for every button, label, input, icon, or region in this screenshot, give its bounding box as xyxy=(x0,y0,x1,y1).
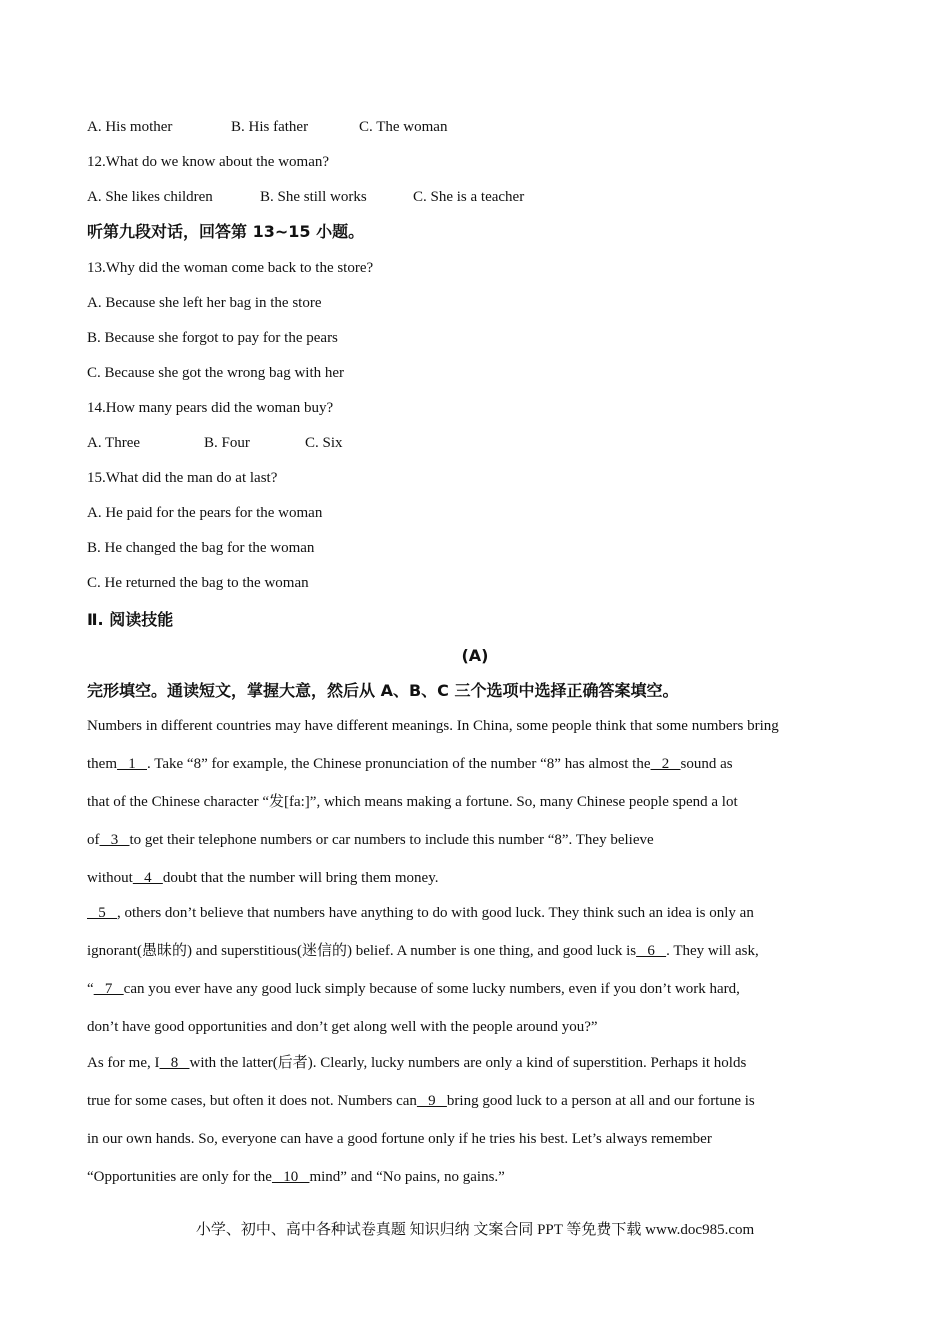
q12-question: 12.What do we know about the woman? xyxy=(87,154,330,170)
passage-line: “Opportunities are only for the 10 mind” and “No pains, no gains.” xyxy=(87,1169,505,1185)
q13-option-b: B. Because she forgot to pay for the pears xyxy=(87,330,338,346)
blank-9: 9 xyxy=(416,1093,447,1109)
q12-option-c: C. She is a teacher xyxy=(413,189,525,205)
blank-5: 5 xyxy=(87,905,117,921)
q14-option-c: C. Six xyxy=(305,435,343,451)
blank-7: 7 xyxy=(93,981,124,997)
passage-line: in our own hands. So, everyone can have a good fortune only if he tries his best. Let’s always remember xyxy=(87,1131,712,1147)
blank-3: 3 xyxy=(99,832,130,848)
passage-line: As for me, I 8 with the latter(后者). Clearly, lucky numbers are only a kind of superstition. Perhaps it holds xyxy=(87,1055,747,1071)
q13-option-a: A. Because she left her bag in the store xyxy=(87,295,322,311)
passage-line: them 1 . Take “8” for example, the Chinese pronunciation of the number “8” has almost the 2 sound as xyxy=(87,756,733,772)
blank-4: 4 xyxy=(132,870,163,886)
q11-option-a: A. His mother xyxy=(87,119,173,135)
blank-1: 1 xyxy=(117,756,147,772)
blank-6: 6 xyxy=(636,943,667,959)
passage-line: without 4 doubt that the number will bring them money. xyxy=(87,870,439,886)
q15-option-c: C. He returned the bag to the woman xyxy=(87,575,309,591)
q14-option-a: A. Three xyxy=(87,435,141,451)
passage-line: that of the Chinese character “发[fa:]”, which means making a fortune. So, many Chinese people spend a lot xyxy=(87,794,738,810)
blank-8: 8 xyxy=(159,1055,190,1071)
passage-line: don’t have good opportunities and don’t get along well with the people around you?” xyxy=(87,1019,598,1035)
part2-heading: Ⅱ. 阅读技能 xyxy=(87,610,174,629)
blank-2: 2 xyxy=(650,756,681,772)
q12-option-a: A. She likes children xyxy=(87,189,213,205)
q12-option-b: B. She still works xyxy=(260,189,367,205)
q14-question: 14.How many pears did the woman buy? xyxy=(87,400,334,416)
q14-options xyxy=(87,433,343,453)
q15-question: 15.What did the man do at last? xyxy=(87,470,278,486)
section9-heading: 听第九段对话，回答第 13~15 小题。 xyxy=(87,222,365,241)
page-footer: 小学、初中、高中各种试卷真题 知识归纳 文案合同 PPT 等免费下载 www.doc985.com xyxy=(195,1222,755,1238)
q12-options xyxy=(87,187,524,207)
q11-option-c: C. The woman xyxy=(359,119,448,135)
q13-option-c: C. Because she got the wrong bag with her xyxy=(87,365,345,381)
q15-option-b: B. He changed the bag for the woman xyxy=(87,540,315,556)
passage-line: true for some cases, but often it does not. Numbers can 9 bring good luck to a person at all and our fortune is xyxy=(87,1093,755,1109)
q14-option-b: B. Four xyxy=(204,435,250,451)
passage-line: Numbers in different countries may have different meanings. In China, some people think that some numbers bring xyxy=(87,718,779,734)
q15-option-a: A. He paid for the pears for the woman xyxy=(87,505,323,521)
passage-line: of 3 to get their telephone numbers or car numbers to include this number “8”. They believe xyxy=(87,832,654,848)
cloze-instruction: 完形填空。通读短文，掌握大意，然后从 A、B、C 三个选项中选择正确答案填空。 xyxy=(87,681,679,700)
passage-line: 5 , others don’t believe that numbers have anything to do with good luck. They think such an idea is only an xyxy=(87,905,754,921)
blank-10: 10 xyxy=(271,1169,310,1185)
q11-options xyxy=(87,117,447,137)
q11-option-b: B. His father xyxy=(231,119,309,135)
q13-question: 13.Why did the woman come back to the store? xyxy=(87,260,374,276)
passage-line: “ 7 can you ever have any good luck simply because of some lucky numbers, even if you don’t work hard, xyxy=(87,981,740,997)
passage-line: ignorant(愚昧的) and superstitious(迷信的) belief. A number is one thing, and good luck is 6 . They will ask, xyxy=(87,943,759,959)
subsection-a-label: (A) xyxy=(461,646,489,665)
